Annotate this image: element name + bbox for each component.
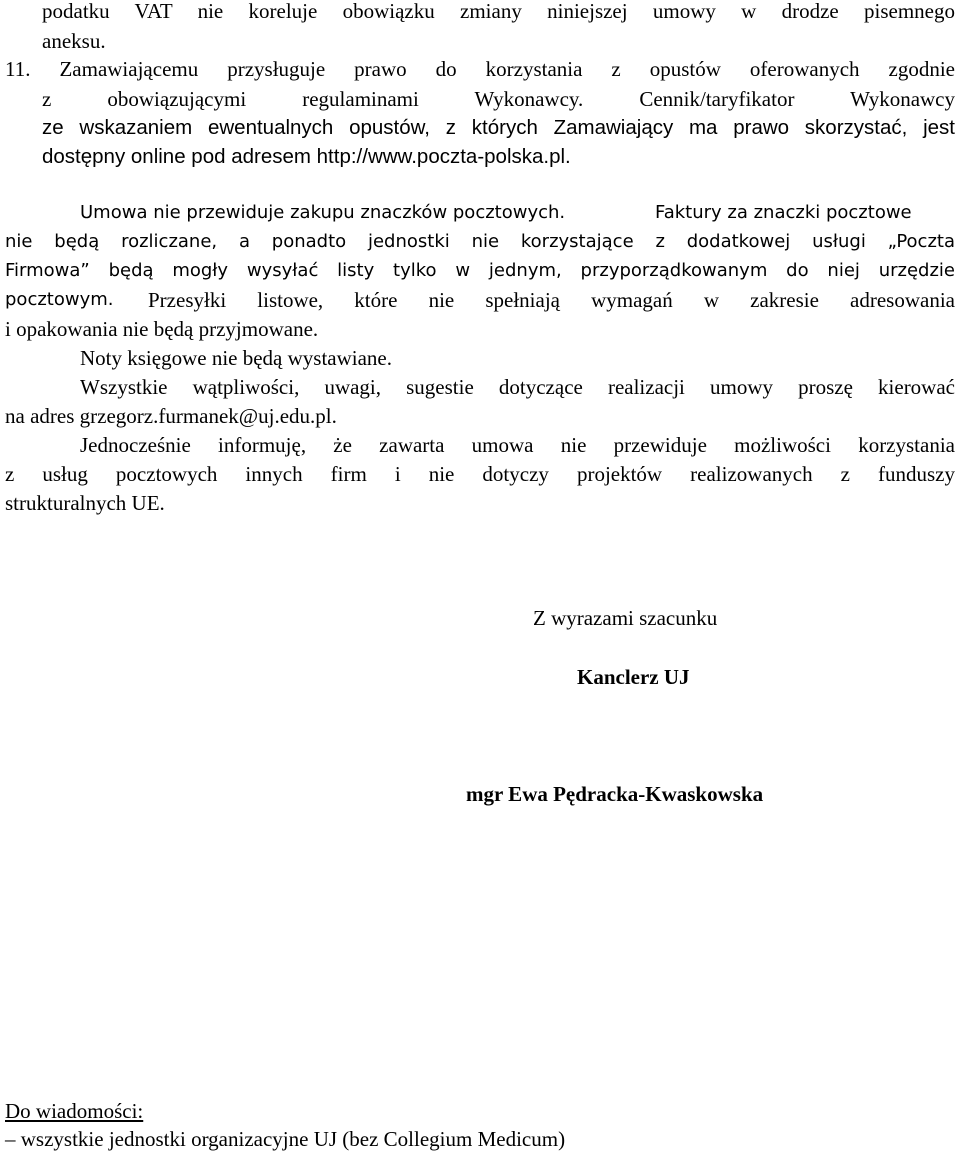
paragraph-line: Noty księgowe nie będą wystawiane. bbox=[80, 346, 392, 370]
paragraph-line: Jednocześnie informuję, że zawarta umowa nie przewiduje możliwości korzystania bbox=[80, 433, 955, 457]
signatory-name: mgr Ewa Pędracka-Kwaskowska bbox=[466, 782, 764, 806]
paragraph-line: Umowa nie przewiduje zakupu znaczków pocztowych. bbox=[80, 202, 566, 223]
paragraph-line: 11. Zamawiającemu przysługuje prawo do korzystania z opustów oferowanych zgodnie bbox=[5, 57, 955, 81]
paragraph-line: Wszystkie wątpliwości, uwagi, sugestie dotyczące realizacji umowy proszę kierować bbox=[80, 375, 955, 399]
closing-text: Z wyrazami szacunku bbox=[533, 606, 718, 630]
paragraph-line: aneksu. bbox=[42, 29, 106, 53]
distribution-heading: Do wiadomości: bbox=[5, 1099, 144, 1123]
paragraph-line: Przesyłki listowe, które nie spełniają wymagań w zakresie adresowania bbox=[148, 288, 955, 312]
paragraph-line: Faktury za znaczki pocztowe bbox=[655, 202, 912, 223]
paragraph-line: na adres grzegorz.furmanek@uj.edu.pl. bbox=[5, 404, 337, 428]
paragraph-line: podatku VAT nie koreluje obowiązku zmiany niniejszej umowy w drodze pisemnego bbox=[42, 0, 955, 23]
paragraph-line: nie będą rozliczane, a ponadto jednostki nie korzystające z dodatkowej usługi „Poczta bbox=[5, 231, 955, 252]
paragraph-line: ze wskazaniem ewentualnych opustów, z których Zamawiający ma prawo skorzystać, jest bbox=[42, 116, 955, 139]
paragraph-line: dostępny online pod adresem http://www.poczta-polska.pl. bbox=[42, 145, 571, 168]
signatory-role: Kanclerz UJ bbox=[577, 665, 690, 689]
paragraph-line: pocztowym. bbox=[5, 289, 114, 310]
paragraph-line: z usług pocztowych innych firm i nie dotyczy projektów realizowanych z funduszy bbox=[5, 462, 955, 486]
distribution-item: – wszystkie jednostki organizacyjne UJ (bez Collegium Medicum) bbox=[5, 1127, 566, 1151]
paragraph-line: z obowiązującymi regulaminami Wykonawcy. Cennik/taryfikator Wykonawcy bbox=[42, 87, 955, 111]
paragraph-line: Firmowa” będą mogły wysyłać listy tylko w jednym, przyporządkowanym do niej urzędzie bbox=[5, 260, 955, 281]
paragraph-line: strukturalnych UE. bbox=[5, 491, 165, 515]
paragraph-line: i opakowania nie będą przyjmowane. bbox=[5, 317, 319, 341]
